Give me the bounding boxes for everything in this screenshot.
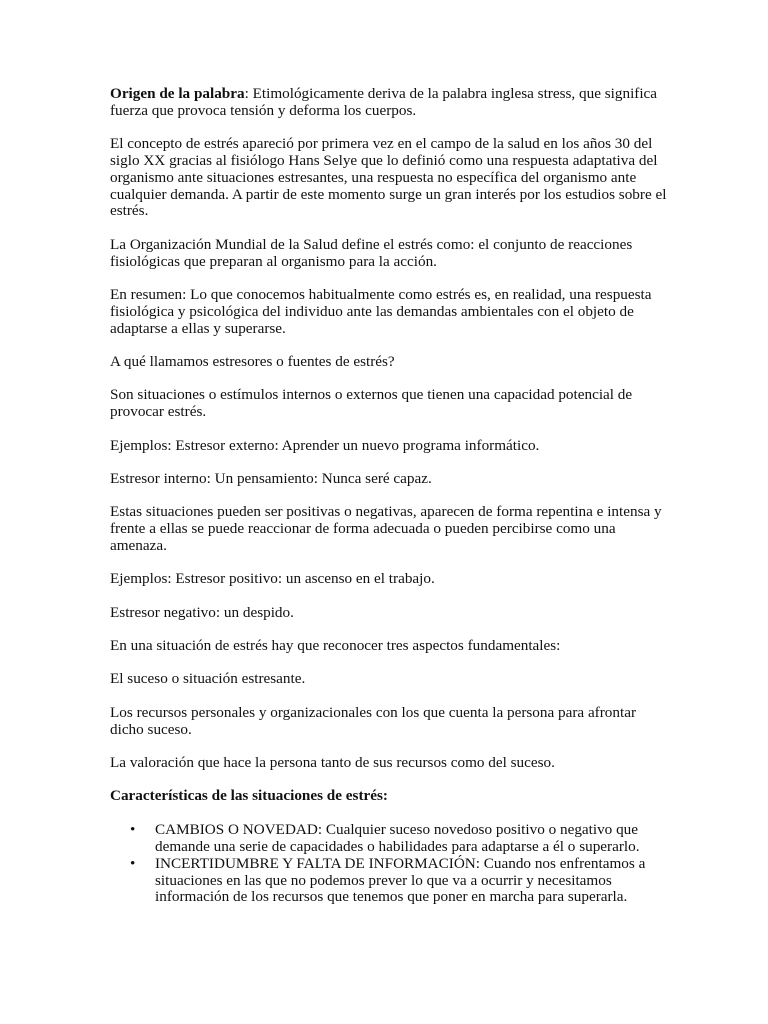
list-item-text: INCERTIDUMBRE Y FALTA DE INFORMACIÓN: Cuando nos enfrentamos a situaciones en las que no podemos prever lo que va a ocurrir y necesitamos información de los recursos que tenemos que poner en marcha para superarla. [155, 854, 646, 906]
section-heading: Características de las situaciones de estrés: [110, 787, 388, 805]
paragraph-positive-negative: Estas situaciones pueden ser positivas o negativas, aparecen de forma repentina e intensa y frente a ellas se puede reaccionar de forma adecuada o pueden percibirse como una amenaza. [110, 503, 662, 554]
paragraph-stressors-answer: Son situaciones o estímulos internos o externos que tienen una capacidad potencial de provocar estrés. [110, 386, 633, 421]
bullet-icon: • [130, 854, 136, 872]
intro-term: Origen de la palabra [110, 85, 245, 102]
paragraph-aspect-appraisal: La valoración que hace la persona tanto de sus recursos como del suceso. [110, 754, 555, 772]
list-item-text: CAMBIOS O NOVEDAD: Cualquier suceso novedoso positivo o negativo que demande una serie de capacidades o habilidades para adaptarse a él o superarlo. [155, 821, 640, 856]
characteristics-list [110, 822, 668, 906]
intro-paragraph [110, 86, 668, 120]
paragraph-summary: En resumen: Lo que conocemos habitualmente como estrés es, en realidad, una respuesta fisiológica y psicológica del individuo ante las demandas ambientales con el objeto de adaptarse a ellas y superarse. [110, 285, 652, 337]
paragraph-example-internal: Estresor interno: Un pensamiento: Nunca seré capaz. [110, 469, 432, 487]
paragraph-oms-definition: La Organización Mundial de la Salud define el estrés como: el conjunto de reacciones fisiológicas que preparan al organismo para la acción. [110, 235, 633, 270]
bullet-icon: • [130, 821, 136, 839]
paragraph-example-external: Ejemplos: Estresor externo: Aprender un nuevo programa informático. [110, 436, 540, 454]
list-item [110, 856, 668, 906]
paragraph-example-positive: Ejemplos: Estresor positivo: un ascenso en el trabajo. [110, 570, 435, 588]
paragraph-example-negative: Estresor negativo: un despido. [110, 603, 294, 621]
paragraph-stressors-question: A qué llamamos estresores o fuentes de estrés? [110, 352, 395, 370]
paragraph-concept: El concepto de estrés apareció por primera vez en el campo de la salud en los años 30 del siglo XX gracias al fisiólogo Hans Selye que lo definió como una respuesta adaptativa del organismo ante situaciones estresantes, una respuesta no específica del organismo ante cualquier demanda. A partir de este momento surge un gran interés por los estudios sobre el estrés. [110, 135, 667, 220]
intro-text: : Etimológicamente deriva de la palabra inglesa stress, que significa fuerza que provoca tensión y deforma los cuerpos. [110, 85, 658, 119]
list-item [110, 822, 668, 856]
paragraph-aspect-event: El suceso o situación estresante. [110, 670, 306, 688]
paragraph-aspect-resources: Los recursos personales y organizacionales con los que cuenta la persona para afrontar dicho suceso. [110, 703, 637, 738]
paragraph-three-aspects: En una situación de estrés hay que reconocer tres aspectos fundamentales: [110, 637, 561, 655]
